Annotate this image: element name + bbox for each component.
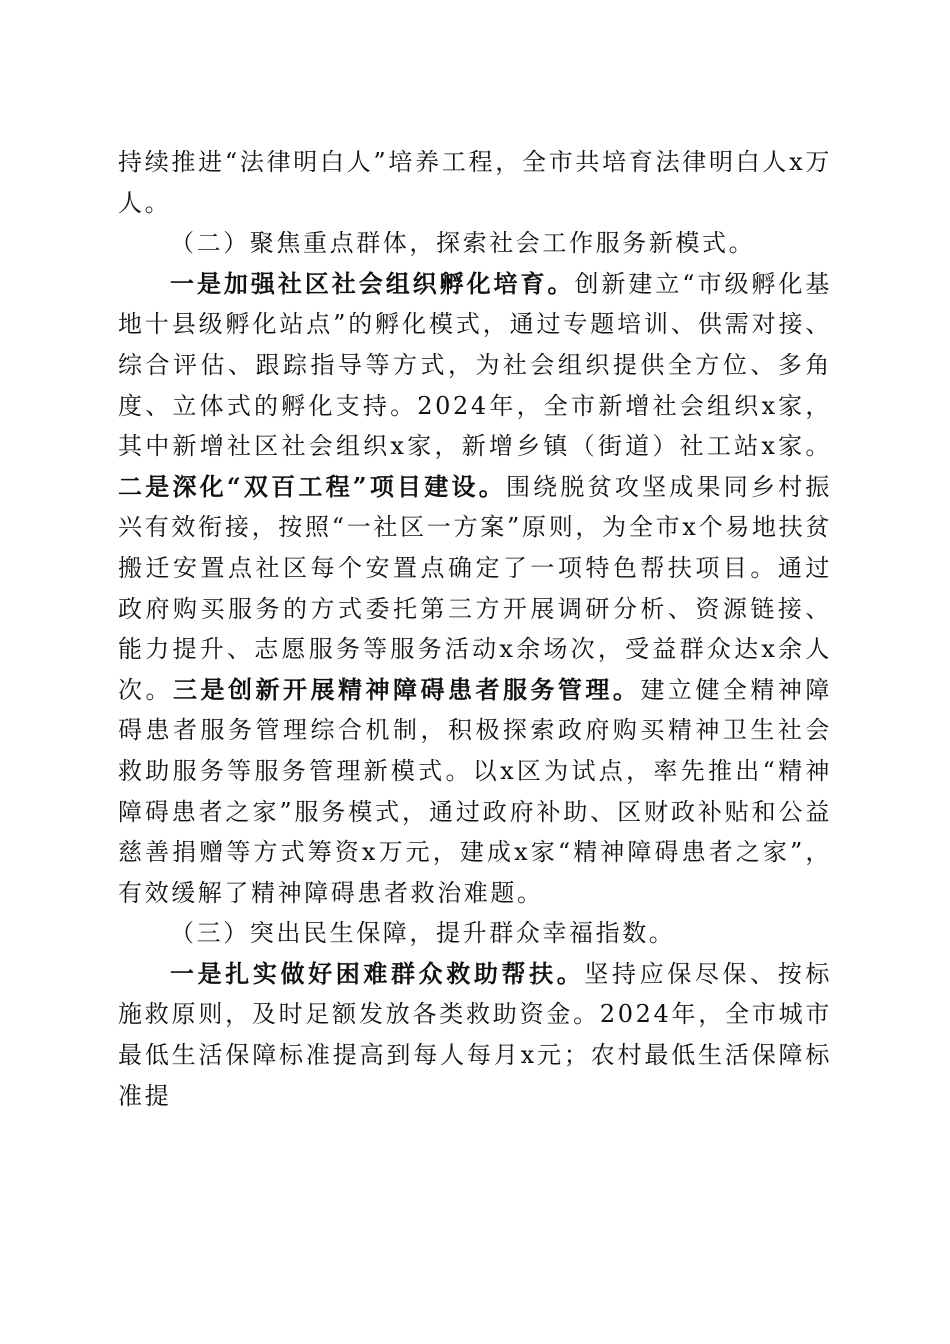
section-heading-2: （二）聚焦重点群体，探索社会工作服务新模式。 [170,229,756,258]
paragraph-community-organizations [118,264,832,914]
paragraph-body: 创新建立“市级孵化基地十县级孵化站点”的孵化模式，通过专题培训、供需对接、综合评估、跟踪指导等方式，为社会组织提供全方位、多角度、立体式的孵化支持。2024年，全市新增社会组织x家，其中新增社区社会组织x家，新增乡镇（街道）社工站x家。 [118,269,832,461]
paragraph-body: 坚持应保尽保、按标施救原则，及时足额发放各类救助资金。2024年，全市城市最低生活保障标准提高到每人每月x元；农村最低生活保障标准提 [118,959,832,1110]
paragraph-body: 建立健全精神障碍患者服务管理综合机制，积极探索政府购买精神卫生社会救助服务等服务管理新模式。以x区为试点，率先推出“精神障碍患者之家”服务模式，通过政府补助、区财政补贴和公益慈善捐赠等方式筹资x万元，建成x家“精神障碍患者之家”，有效缓解了精神障碍患者救治难题。 [118,675,833,907]
paragraph-lead: 一是扎实做好困难群众救助帮扶。 [170,958,585,988]
paragraph-body: 围绕脱贫攻坚成果同乡村振兴有效衔接，按照“一社区一方案”原则，为全市x个易地扶贫搬迁安置点社区每个安置点确定了一项特色帮扶项目。通过政府购买服务的方式委托第三方开展调研分析、资源链接、能力提升、志愿服务等服务活动x余场次，受益群众达x余人次。 [118,472,833,704]
section-heading-3: （三）突出民生保障，提升群众幸福指数。 [170,919,676,948]
paragraph-continuation: 持续推进“法律明白人”培养工程，全市共培育法律明白人x万人。 [118,148,832,217]
paragraph-lead: 三是创新开展精神障碍患者服务管理。 [173,674,641,704]
paragraph-lead: 二是深化“双百工程”项目建设。 [118,471,506,501]
paragraph-assistance [118,954,832,1116]
paragraph-lead: 一是加强社区社会组织孵化培育。 [170,268,575,298]
document-body [118,142,832,1116]
